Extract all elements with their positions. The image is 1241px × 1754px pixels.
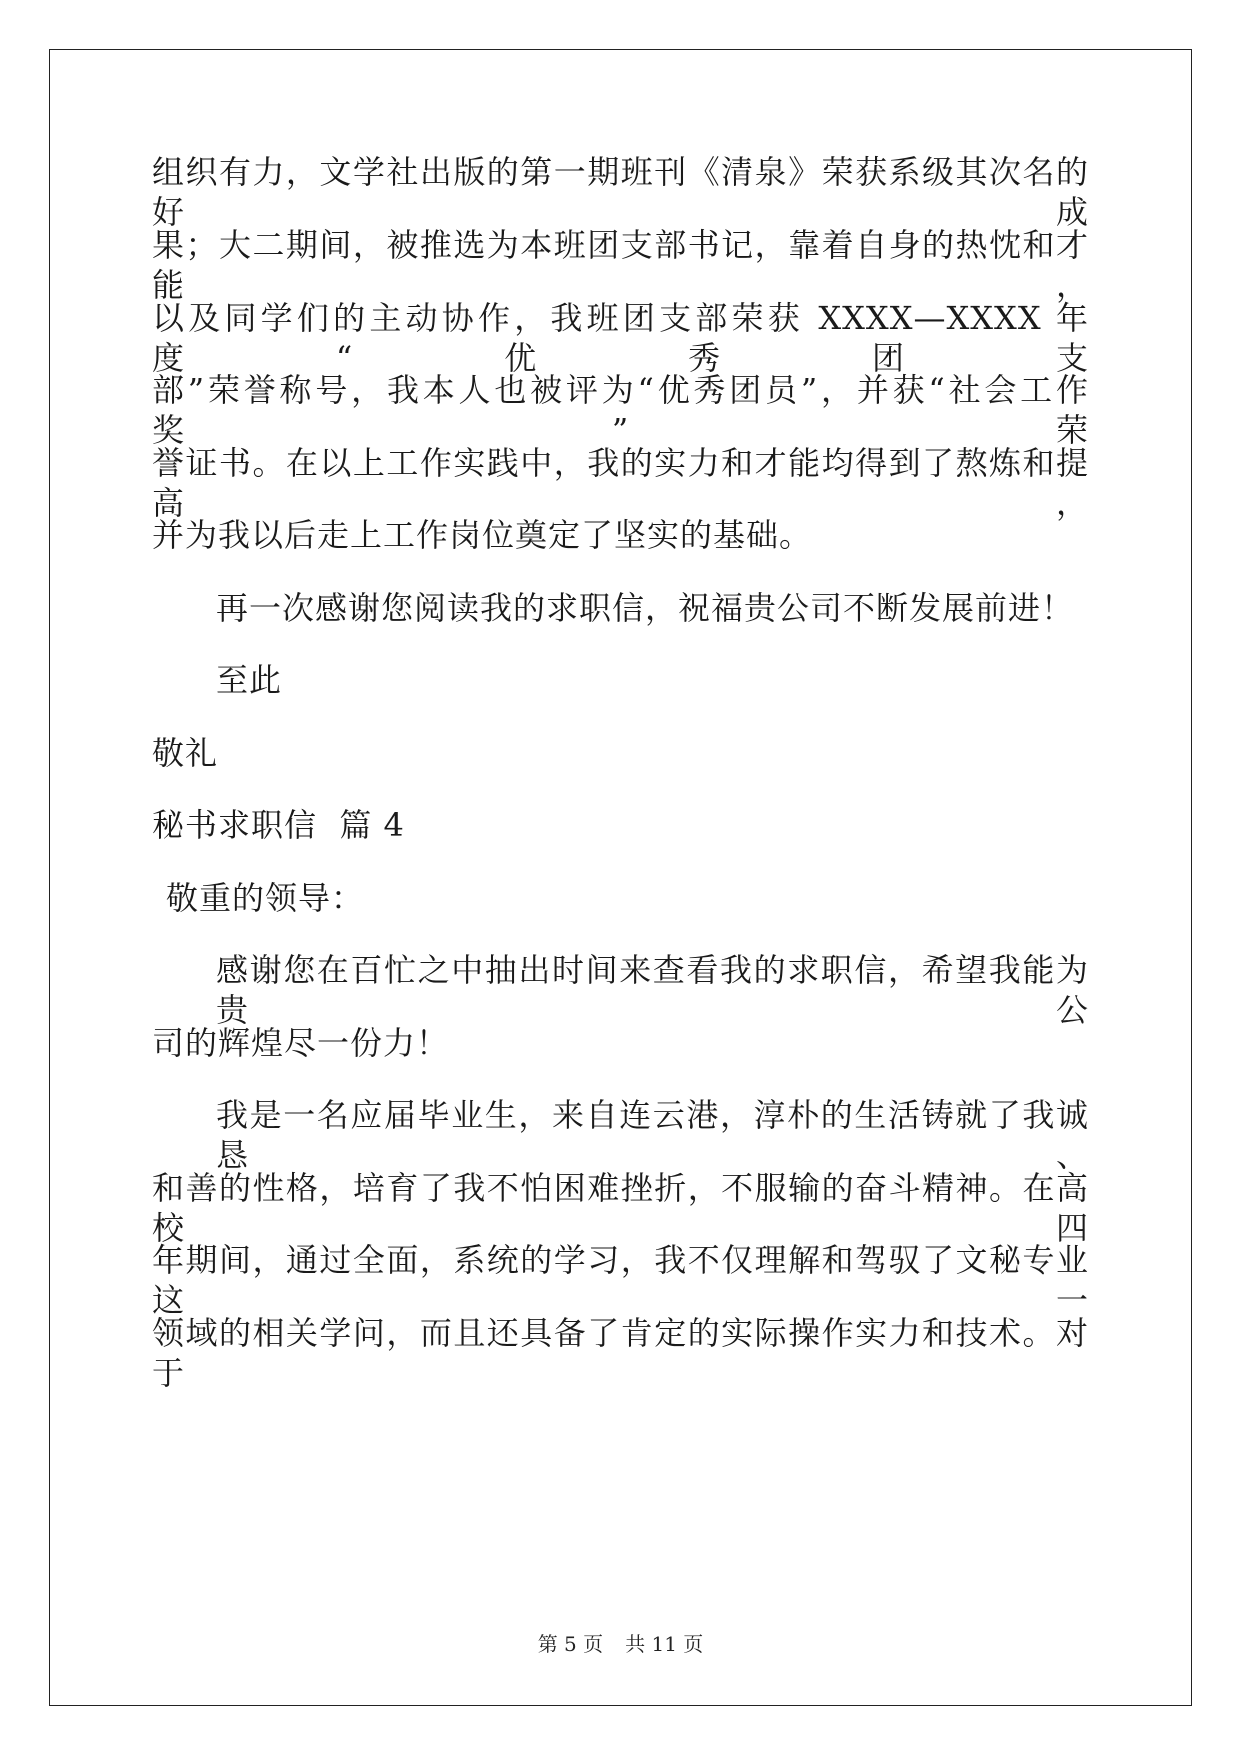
body-line: 我是一名应届毕业生，来自连云港，淳朴的生活铸就了我诚恳、 [216,1096,1089,1174]
body-line: 部”荣誉称号，我本人也被评为“优秀团员”，并获“社会工作奖”荣 [152,371,1089,449]
closing-jingli: 敬礼 [152,734,219,772]
closing-thanks: 再一次感谢您阅读我的求职信，祝福贵公司不断发展前进！ [216,589,1075,627]
page-total: 共 11 页 [625,1632,704,1656]
body-line: 并为我以后走上工作岗位奠定了坚实的基础。 [152,516,813,554]
page-number: 第 5 页 [537,1632,604,1656]
page-footer [0,1632,1241,1656]
body-line: 感谢您在百忙之中抽出时间来查看我的求职信，希望我能为贵公 [216,951,1089,1029]
body-line: 组织有力，文学社出版的第一期班刊《清泉》荣获系级其次名的好成 [152,153,1089,231]
body-line: 以及同学们的主动协作，我班团支部荣获 XXXX—XXXX 年度“优秀团支 [152,299,1089,377]
body-line: 年期间，通过全面，系统的学习，我不仅理解和驾驭了文秘专业这一 [152,1241,1089,1319]
body-line: 誉证书。在以上工作实践中，我的实力和才能均得到了熬炼和提高， [152,444,1089,522]
section-title: 秘书求职信 篇 4 [152,806,405,844]
closing-zhici: 至此 [216,661,283,699]
salutation: 敬重的领导： [166,879,365,917]
body-line: 和善的性格，培育了我不怕困难挫折，不服输的奋斗精神。在高校四 [152,1169,1089,1247]
body-line: 司的辉煌尽一份力！ [152,1024,450,1062]
body-line: 领域的相关学问，而且还具备了肯定的实际操作实力和技术。对于 [152,1314,1089,1392]
body-line: 果；大二期间，被推选为本班团支部书记，靠着自身的热忱和才能， [152,226,1089,304]
